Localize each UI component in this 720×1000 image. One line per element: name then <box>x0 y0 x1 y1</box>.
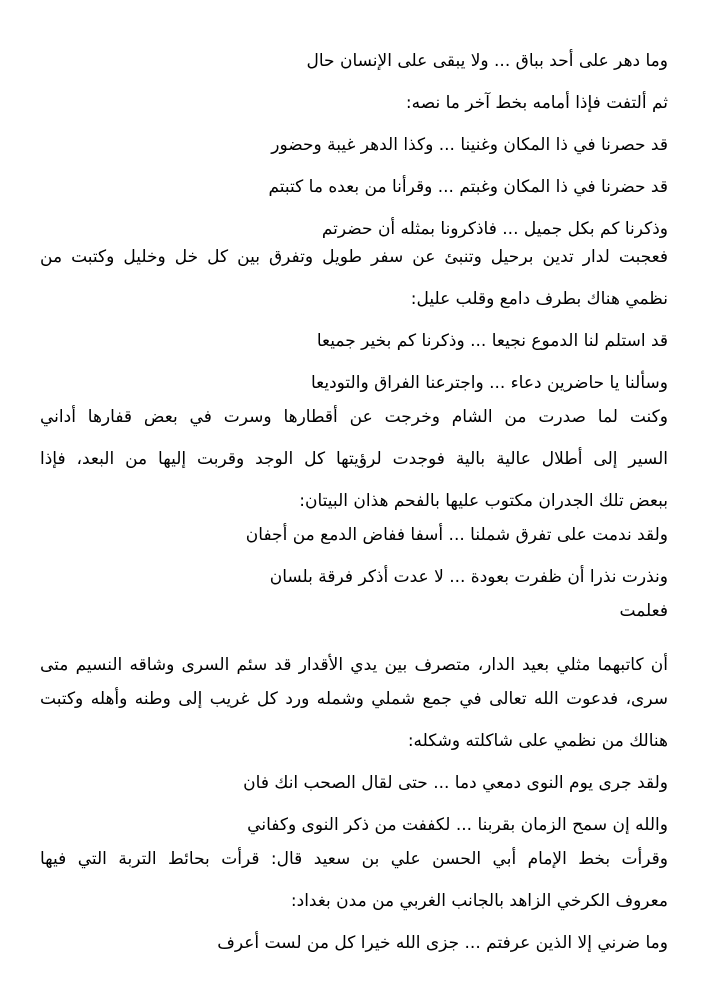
text-line: فعلمت <box>619 601 668 621</box>
text-line: فعجبت لدار تدين برحيل وتنبئ عن سفر طويل وتفرق بين كل خل وخليل وكتبت من <box>40 247 668 267</box>
text-line: وقرأت بخط الإمام أبي الحسن علي بن سعيد قال: قرأت بحائط التربة التي فيها <box>40 849 668 869</box>
text-line: أن كاتبهما مثلي بعيد الدار، متصرف بين يدي الأقدار قد سئم السرى وشاقه النسيم متى <box>40 655 668 675</box>
text-line: هنالك من نظمي على شاكلته وشكله: <box>407 731 668 751</box>
text-line: نظمي هناك بطرف دامع وقلب عليل: <box>410 289 668 309</box>
text-line: وما ضرني إلا الذين عرفتم ... جزى الله خيرا كل من لست أعرف <box>217 933 668 953</box>
text-line: قد استلم لنا الدموع نجيعا ... وذكرنا كم بخير جميعا <box>316 331 668 351</box>
text-line: معروف الكرخي الزاهد بالجانب الغربي من مدن بغداد: <box>290 891 668 911</box>
text-line: وما دهر على أحد بباق ... ولا يبقى على الإنسان حال <box>306 51 668 71</box>
text-line: سرى، فدعوت الله تعالى في جمع شملي وشمله ورد كل غريب إلى وطنه وأهله وكتبت <box>40 689 668 709</box>
text-line: السير إلى أطلال عالية بالية فوجدت لرؤيتها كل الوجد وقربت إليها من البعد، فإذا <box>40 449 668 469</box>
text-line: قد حضرنا في ذا المكان وغبتم ... وقرأنا من بعده ما كتبتم <box>268 177 668 197</box>
text-line: ثم ألتفت فإذا أمامه بخط آخر ما نصه: <box>405 93 668 113</box>
text-line: ببعض تلك الجدران مكتوب عليها بالفحم هذان البيتان: <box>299 491 668 511</box>
text-line: ولقد ندمت على تفرق شملنا ... أسفا ففاض الدمع من أجفان <box>245 525 668 545</box>
text-line: ونذرت نذرا أن ظفرت بعودة ... لا عدت أذكر فرقة بلسان <box>269 567 668 587</box>
text-line: وذكرنا كم بكل جميل ... فاذكرونا بمثله أن حضرتم <box>321 219 668 239</box>
text-line: والله إن سمح الزمان بقربنا ... لكففت من ذكر النوى وكفاني <box>247 815 668 835</box>
text-line: وكنت لما صدرت من الشام وخرجت عن أقطارها وسرت في بعض قفارها أداني <box>40 407 668 427</box>
text-line: وسألنا يا حاضرين دعاء ... واجترعنا الفراق والتوديعا <box>310 373 668 393</box>
text-line: ولقد جرى يوم النوى دمعي دما ... حتى لقال الصحب انك فان <box>243 773 668 793</box>
text-line: قد حصرنا في ذا المكان وغنينا ... وكذا الدهر غيبة وحضور <box>271 135 668 155</box>
